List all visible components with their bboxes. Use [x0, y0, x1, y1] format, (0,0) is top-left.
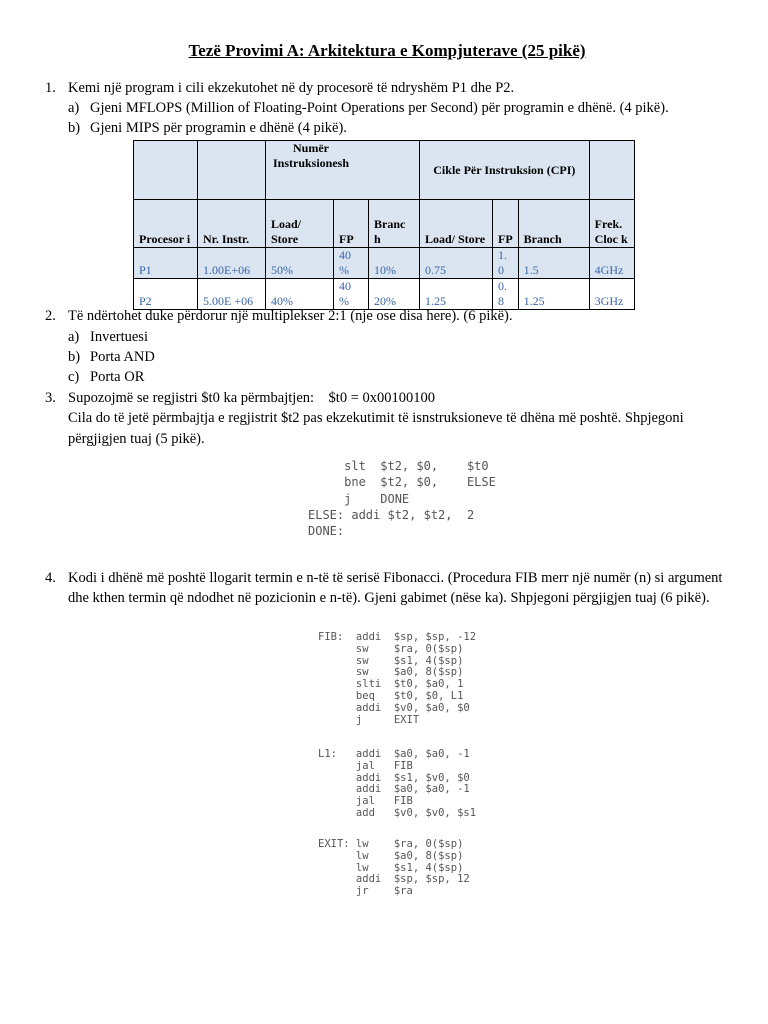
q2a-text: Invertuesi: [90, 329, 148, 345]
q4-code-exit: EXIT: lw $ra, 0($sp) lw $a0, 8($sp) lw $s1, 4($sp) addi $sp, $sp, 12 jr $ra: [318, 838, 470, 898]
q4-number: 4.: [45, 570, 56, 586]
cell-cpi-branch: 1.25: [518, 279, 589, 310]
exam-title: Tezë Provimi A: Arkitektura e Kompjuterave (25 pikë): [188, 41, 586, 60]
cell-load-store: 40%: [266, 279, 334, 310]
q3-text-line2: Cila do të jetë përmbajtja e regjistrit $t2 pas ekzekutimit të isnstruksioneve të dhëna më poshtë. Shpjegoni: [68, 410, 684, 426]
cell-fp: 40 %: [334, 279, 369, 310]
q3-text-line1: Supozojmë se regjistri $t0 ka përmbajtjen: $t0 = 0x00100100: [68, 390, 435, 406]
cell-nr-instr: 5.00E +06: [198, 279, 266, 310]
cell-nr-instr: 1.00E+06: [198, 248, 266, 279]
q1b-text: Gjeni MIPS për programin e dhënë (4 pikë).: [90, 120, 347, 136]
header-cpi-fp: FP: [493, 200, 519, 248]
q1a-text: Gjeni MFLOPS (Million of Floating-Point Operations per Second) për programin e dhënë. (4 pikë).: [90, 100, 669, 116]
header-processor: Procesor i: [134, 200, 198, 248]
q3-code-block: slt $t2, $0, $t0 bne $t2, $0, ELSE j DONE ELSE: addi $t2, $t2, 2 DONE:: [308, 459, 496, 539]
cell-processor: P1: [134, 248, 198, 279]
q3-number: 3.: [45, 390, 56, 406]
group-empty-cell: [198, 141, 266, 200]
q2a-label: a): [68, 329, 80, 345]
group-empty-cell: [134, 141, 198, 200]
q2-number: 2.: [45, 308, 56, 324]
table-row: [134, 248, 635, 279]
q4-text-line2: dhe kthen termin që ndodhet në pozicionin e n-të). Gjeni gabimet (nëse ka). Shpjegoni përgjigjen tuaj (6 pikë).: [68, 590, 710, 606]
cell-cpi-branch: 1.5: [518, 248, 589, 279]
q1-number: 1.: [45, 80, 56, 96]
q4-code-fib: FIB: addi $sp, $sp, -12 sw $ra, 0($sp) sw $s1, 4($sp) sw $a0, 8($sp) slti $t0, $a0, 1 beq $t0, $0, L1 addi $v0, $a0, $0 j EXIT: [318, 631, 477, 726]
header-clock-freq: Frek. Cloc k: [589, 200, 634, 248]
q2-text: Të ndërtohet duke përdorur një multiplekser 2:1 (nje ose disa here). (6 pikë).: [68, 308, 513, 324]
cell-cpi-load-store: 0.75: [420, 248, 493, 279]
header-cpi-branch: Branch: [518, 200, 589, 248]
cell-cpi-fp: 0. 8: [493, 279, 519, 310]
q2b-label: b): [68, 349, 81, 365]
table-header-row: [134, 200, 635, 248]
cell-processor: P2: [134, 279, 198, 310]
header-cpi-load-store: Load/ Store: [420, 200, 493, 248]
header-load-store: Load/ Store: [266, 200, 334, 248]
cell-clock-freq: 3GHz: [589, 279, 634, 310]
cell-clock-freq: 4GHz: [589, 248, 634, 279]
group-empty-cell: [589, 141, 634, 200]
cell-fp: 40 %: [334, 248, 369, 279]
q1b-label: b): [68, 120, 81, 136]
q2c-text: Porta OR: [90, 369, 145, 385]
q4-code-l1: L1: addi $a0, $a0, -1 jal FIB addi $s1, $v0, $0 addi $a0, $a0, -1 jal FIB add $v0, $v0, $s1: [318, 748, 477, 819]
q1a-label: a): [68, 100, 80, 116]
q2c-label: c): [68, 369, 80, 385]
cell-cpi-fp: 1. 0: [493, 248, 519, 279]
table-group-header-row: [134, 141, 635, 200]
cell-cpi-load-store: 1.25: [420, 279, 493, 310]
group-header-cpi: Cikle Për Instruksion (CPI): [420, 141, 590, 200]
table-row: [134, 279, 635, 310]
q3-text-line3: përgjigjen tuaj (5 pikë).: [68, 431, 205, 447]
q2b-text: Porta AND: [90, 349, 155, 365]
cell-branch: 20%: [369, 279, 420, 310]
q4-text-line1: Kodi i dhënë më poshtë llogarit termin e n-të të serisë Fibonacci. (Procedura FIB merr një numër (n) si argument: [68, 570, 723, 586]
group-header-instructions: Numër Instruksionesh: [266, 141, 420, 200]
q1-text: Kemi një program i cili ekzekutohet në dy procesorë të ndryshëm P1 dhe P2.: [68, 80, 515, 96]
header-branch: Branc h: [369, 200, 420, 248]
cell-load-store: 50%: [266, 248, 334, 279]
header-nr-instr: Nr. Instr.: [198, 200, 266, 248]
header-fp: FP: [334, 200, 369, 248]
cell-branch: 10%: [369, 248, 420, 279]
processor-table: [133, 140, 635, 310]
